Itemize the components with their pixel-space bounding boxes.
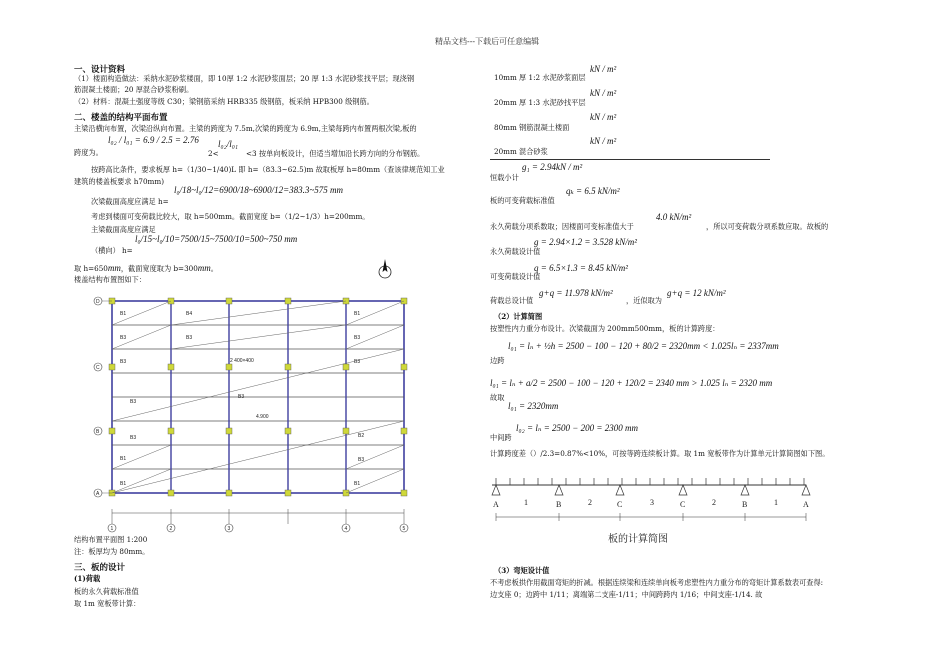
span-label: 3 bbox=[650, 498, 654, 507]
formula-l02: l₀₂ = lₙ = 2500 − 200 = 2300 mm bbox=[516, 423, 638, 433]
slab-label: B3 bbox=[354, 359, 361, 365]
formula-ratio: l₀₂ / l₀₁ = 6.9 / 2.5 = 2.76 bbox=[108, 135, 199, 145]
support-label: A bbox=[493, 500, 499, 509]
para-7: 考虑到楼面可变荷载比较大，取 h=500mm。截面宽度 b=（1/2~1/3）h=200mm。 bbox=[91, 212, 370, 221]
slab-label: B3 bbox=[358, 457, 365, 463]
slab-label: B1 bbox=[354, 311, 361, 317]
axis-label: B bbox=[96, 429, 100, 435]
slab-label: B3 bbox=[354, 335, 361, 341]
para-4b: 2< bbox=[208, 149, 219, 158]
para-5b: 建筑的楼盖板要求 h70mm) bbox=[74, 177, 164, 186]
para-21: 边支座 0；边跨中 1/11；离端第二支座-1/11；中间跨跨内 1/16；中间支座-1/14. 故 bbox=[490, 590, 763, 599]
axis-label: 1 bbox=[110, 526, 114, 532]
formula-l01-c: l₀₁ = 2320mm bbox=[508, 401, 559, 411]
slab-label: B1 bbox=[120, 311, 127, 317]
para-19: 计算跨度差（）/2.3=0.87%<10%，可按等跨连续板计算。取 1m 宽板带作为计算单元计算简图如下图。 bbox=[490, 449, 830, 458]
para-5a: 按跨高比条件，要求板厚 h=（1/30~1/40)L 即 h=（83.3~62.5)m 故取板厚 h=80mm（查该律规范知工业 bbox=[91, 165, 445, 174]
para-11: 楼盖结构布置图如下： bbox=[74, 275, 146, 284]
axis-label: 5 bbox=[402, 526, 406, 532]
para-14a: 永久荷载分项系数取；因楼面可变标准值大于 bbox=[490, 222, 634, 231]
section-3-title: 三、板的设计 bbox=[74, 563, 126, 573]
support-label: B bbox=[742, 500, 748, 509]
slab-label: B3 bbox=[130, 399, 137, 405]
subsection-load: (1)荷载 bbox=[74, 574, 101, 583]
axis-label: 4 bbox=[344, 526, 348, 532]
formula-l01-b: l₀₁ = lₙ + a/2 = 2500 − 100 − 120 + 120/2 = 2340 mm > 1.025 lₙ = 2320 mm bbox=[490, 378, 773, 388]
slab-label: B1 bbox=[120, 481, 127, 487]
label-end-span: 边跨 bbox=[490, 356, 505, 365]
subsection-sketch: （2）计算简图 bbox=[494, 312, 543, 321]
calc-sketch bbox=[484, 477, 814, 557]
label-dead-load: 恒载小计 bbox=[490, 173, 519, 182]
axis-label: 2 bbox=[169, 526, 173, 532]
span-label: 1 bbox=[524, 498, 528, 507]
layer-1: 10mm 厚 1:2 水泥砂浆面层 bbox=[494, 73, 586, 82]
para-4a: 跨度为。 bbox=[74, 148, 103, 157]
para-4c: <3 按单向板设计，但适当增加沿长跨方向的分布钢筋。 bbox=[246, 149, 425, 158]
north-arrow-icon bbox=[377, 258, 393, 280]
para-6: 次梁截面高度应满足 h= bbox=[91, 197, 169, 206]
para-13: 取 1m 宽板带计算： bbox=[74, 599, 141, 608]
slab-label: B1 bbox=[120, 456, 127, 462]
support-label: C bbox=[617, 500, 623, 509]
unit-label: kN / m² bbox=[590, 88, 617, 98]
plan-note: 4.900 bbox=[256, 414, 269, 420]
axis-label: C bbox=[96, 365, 100, 371]
plan-note: 2 400×400 bbox=[230, 358, 254, 364]
support-label: B bbox=[556, 500, 562, 509]
span-label: 1 bbox=[774, 498, 778, 507]
para-18: 按塑性内力重分布设计。次梁截面为 200mm500mm，板的计算跨度： bbox=[490, 324, 720, 333]
support-label: C bbox=[680, 500, 686, 509]
subtotal-rule bbox=[490, 159, 770, 160]
slab-label: B3 bbox=[120, 335, 127, 341]
layer-3: 80mm 钢筋混凝土楼面 bbox=[494, 123, 570, 132]
para-1a: （1）楼面构造做法：采纳水泥砂浆楼面，即 10厚 1:2 水泥砂浆面层；20 厚 1:3 水泥砂浆找平层；现浇钢 bbox=[74, 74, 415, 83]
plan-note-text: 注：板厚均为 80mm。 bbox=[74, 547, 150, 556]
formula-g1: g₁ = 2.94kN / m² bbox=[522, 162, 583, 172]
formula-4kn: 4.0 kN/m² bbox=[656, 212, 692, 222]
sketch-title: 板的计算简图 bbox=[608, 534, 668, 545]
para-10: 取 h=650mm，截面宽度取为 b=300mm。 bbox=[74, 263, 218, 273]
formula-gq1: g+q = 11.978 kN/m² bbox=[539, 288, 613, 298]
plan-caption: 结构布置平面图 1:200 bbox=[74, 535, 148, 544]
axis-label: D bbox=[96, 299, 100, 305]
para-9: （横向） h= bbox=[91, 246, 133, 255]
slab-label: B3 bbox=[186, 335, 193, 341]
slab-label: B3 bbox=[238, 394, 245, 400]
unit-label: kN / m² bbox=[590, 112, 617, 122]
para-1b: 筋混凝土楼面；20 厚混合砂浆粉刷。 bbox=[74, 85, 194, 94]
formula-l01-a: l₀₁ = lₙ + ½h = 2500 − 100 − 120 + 80/2 = 2320mm < 1.025lₙ = 2337mm bbox=[508, 341, 779, 351]
label-live-load: 板的可变荷载标准值 bbox=[490, 196, 555, 205]
para-16: 可变荷载设计值 bbox=[490, 272, 541, 281]
span-label: 2 bbox=[712, 498, 716, 507]
layer-2: 20mm 厚 1:3 水泥砂找平层 bbox=[494, 98, 586, 107]
slab-label: B3 bbox=[120, 359, 127, 365]
slab-label: B2 bbox=[358, 433, 365, 439]
formula-ratio-2: l₀₂/l₀₁ bbox=[218, 139, 239, 149]
para-20: 不考虑板拱作用截面弯矩的折减。根据连续梁和连续单向板考虑塑性内力重分布的弯矩计算系数表可查得: bbox=[490, 578, 824, 587]
layer-4: 20mm 混合砂浆 bbox=[494, 147, 548, 156]
formula-g: g = 2.94×1.2 = 3.528 kN/m² bbox=[534, 237, 637, 247]
slab-label: B4 bbox=[186, 311, 193, 317]
para-12: 板的永久荷载标准值 bbox=[74, 587, 139, 596]
para-17a: 荷载总设计值 bbox=[490, 296, 534, 305]
para-2: （2）材料：混凝土强度等级 C30；梁钢筋采纳 HRB335 级钢筋，板采纳 HPB300 级钢筋。 bbox=[74, 97, 374, 106]
para-15: 永久荷载设计值 bbox=[490, 247, 541, 256]
para-17b: ，近似取为 bbox=[626, 296, 662, 305]
axis-label: A bbox=[96, 491, 100, 497]
formula-q: q = 6.5×1.3 = 8.45 kN/m² bbox=[534, 263, 628, 273]
para-8: 主梁截面高度应满足 bbox=[91, 225, 156, 234]
unit-label: kN / m² bbox=[590, 136, 617, 146]
label-middle-span: 中间跨 bbox=[490, 433, 512, 442]
axis-label: 3 bbox=[227, 526, 231, 532]
slab-label: B3 bbox=[130, 435, 137, 441]
section-1-title: 一、设计资料 bbox=[74, 65, 126, 75]
span-label: 2 bbox=[588, 498, 592, 507]
section-2-title: 二、楼盖的结构平面布置 bbox=[74, 113, 168, 123]
label-therefore: 故取 bbox=[490, 393, 505, 402]
unit-label: kN / m² bbox=[590, 64, 617, 74]
support-label: A bbox=[803, 500, 809, 509]
para-3: 主梁沿横向布置，次梁沿纵向布置。主梁的跨度为 7.5m,次梁的跨度为 6.9m,主梁每跨内布置两根次梁,板的 bbox=[74, 124, 417, 133]
formula-qk: qₖ = 6.5 kN/m² bbox=[566, 186, 620, 196]
formula-main-beam: l₀/15~l₀/10=7500/15~7500/10=500~750 mm bbox=[135, 234, 298, 244]
subsection-moment: （3）弯矩设计值 bbox=[494, 566, 550, 575]
page-header: 精品文档---下载后可任意编辑 bbox=[435, 37, 540, 46]
formula-secondary-beam: l₀/18~l₀/12=6900/18~6900/12=383.3~575 mm bbox=[174, 185, 344, 195]
structural-plan bbox=[68, 288, 418, 533]
formula-gq2: g+q = 12 kN/m² bbox=[667, 288, 726, 298]
slab-label: B1 bbox=[354, 481, 361, 487]
para-14b: ，所以可变荷载分项系数应取。故板的 bbox=[706, 222, 829, 231]
